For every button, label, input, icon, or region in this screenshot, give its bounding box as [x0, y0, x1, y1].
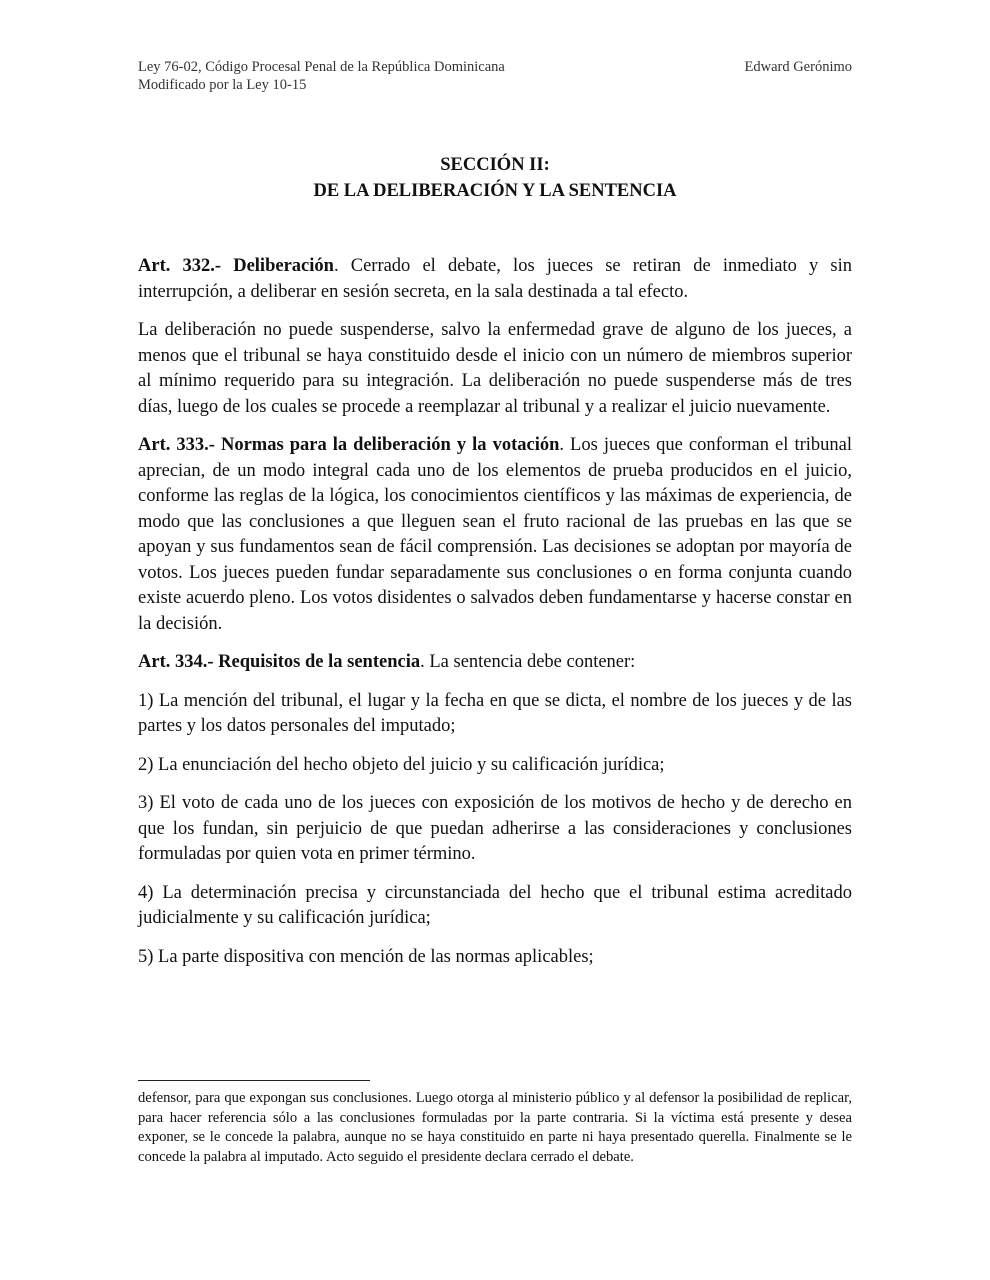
header-title-line2: Modificado por la Ley 10-15	[138, 77, 307, 93]
article-333-text: . Los jueces que conforman el tribunal aprecian, de un modo integral cada uno de los elementos de prueba producidos en el juicio, conforme las reglas de la lógica, los conocimientos científicos y las máximas de experiencia, de modo que las conclusiones a que lleguen sean el fruto racional de las pruebas en las que se apoyan y sus fundamentos sean de fácil comprensión. Las decisiones se adoptan por mayoría de votos. Los jueces pueden fundar separadamente sus conclusiones o en forma conjunta cuando existe acuerdo pleno. Los votos disidentes o salvados deben fundamentarse y hacerse constar en la decisión.	[138, 435, 852, 634]
section-title: DE LA DELIBERACIÓN Y LA SENTENCIA	[313, 181, 677, 201]
document-body	[138, 254, 852, 983]
article-332	[138, 254, 852, 305]
article-333	[138, 433, 852, 637]
article-334-item-3: 3) El voto de cada uno de los jueces con exposición de los motivos de hecho y de derecho en que los fundan, sin perjuicio de que puedan adherirse a las consideraciones y conclusiones formuladas por quien vota en primer término.	[138, 793, 852, 864]
article-334-text: . La sentencia debe contener:	[420, 652, 636, 672]
article-334-item-5: 5) La parte dispositiva con mención de las normas aplicables;	[138, 946, 594, 967]
article-334-item-4: 4) La determinación precisa y circunstanciada del hecho que el tribunal estima acreditado judicialmente y su calificación jurídica;	[138, 882, 852, 928]
footnote-separator	[138, 1080, 370, 1081]
header-author: Edward Gerónimo	[744, 59, 852, 75]
footnote-text: defensor, para que expongan sus conclusiones. Luego otorga al ministerio público y al defensor la posibilidad de replicar, para hacer referencia sólo a las conclusiones formuladas por la parte contraria. Si la víctima está presente y desea exponer, se le concede la palabra, aunque no se haya constituido en parte ni haya presentado querella. Finalmente se le concede la palabra al imputado. Acto seguido el presidente declara cerrado el debate.	[138, 1090, 852, 1165]
article-332-paragraph-2: La deliberación no puede suspenderse, salvo la enfermedad grave de alguno de los jueces, a menos que el tribunal se haya constituido desde el inicio con un número de miembros superior al mínimo requerido para su integración. La deliberación no puede suspenderse más de tres días, luego de los cuales se procede a reemplazar al tribunal y a realizar el juicio nuevamente.	[138, 320, 852, 417]
article-334-heading: Art. 334.- Requisitos de la sentencia	[138, 652, 421, 672]
header-title-line1: Ley 76-02, Código Procesal Penal de la República Dominicana	[138, 59, 505, 75]
section-label: SECCIÓN II:	[440, 155, 550, 175]
article-332-heading: Art. 332.- Deliberación	[138, 256, 334, 276]
article-334-item-1: 1) La mención del tribunal, el lugar y la fecha en que se dicta, el nombre de los jueces y de las partes y los datos personales del imputado;	[138, 690, 852, 736]
article-334	[138, 650, 852, 676]
section-heading	[138, 152, 852, 204]
header-title	[138, 58, 658, 94]
article-334-item-2: 2) La enunciación del hecho objeto del juicio y su calificación jurídica;	[138, 754, 665, 775]
article-333-heading: Art. 333.- Normas para la deliberación y la votación	[138, 435, 560, 455]
article-332-text: . Cerrado el debate, los jueces se retiran de inmediato y sin interrupción, a deliberar en sesión secreta, en la sala destinada a tal efecto.	[138, 256, 852, 302]
